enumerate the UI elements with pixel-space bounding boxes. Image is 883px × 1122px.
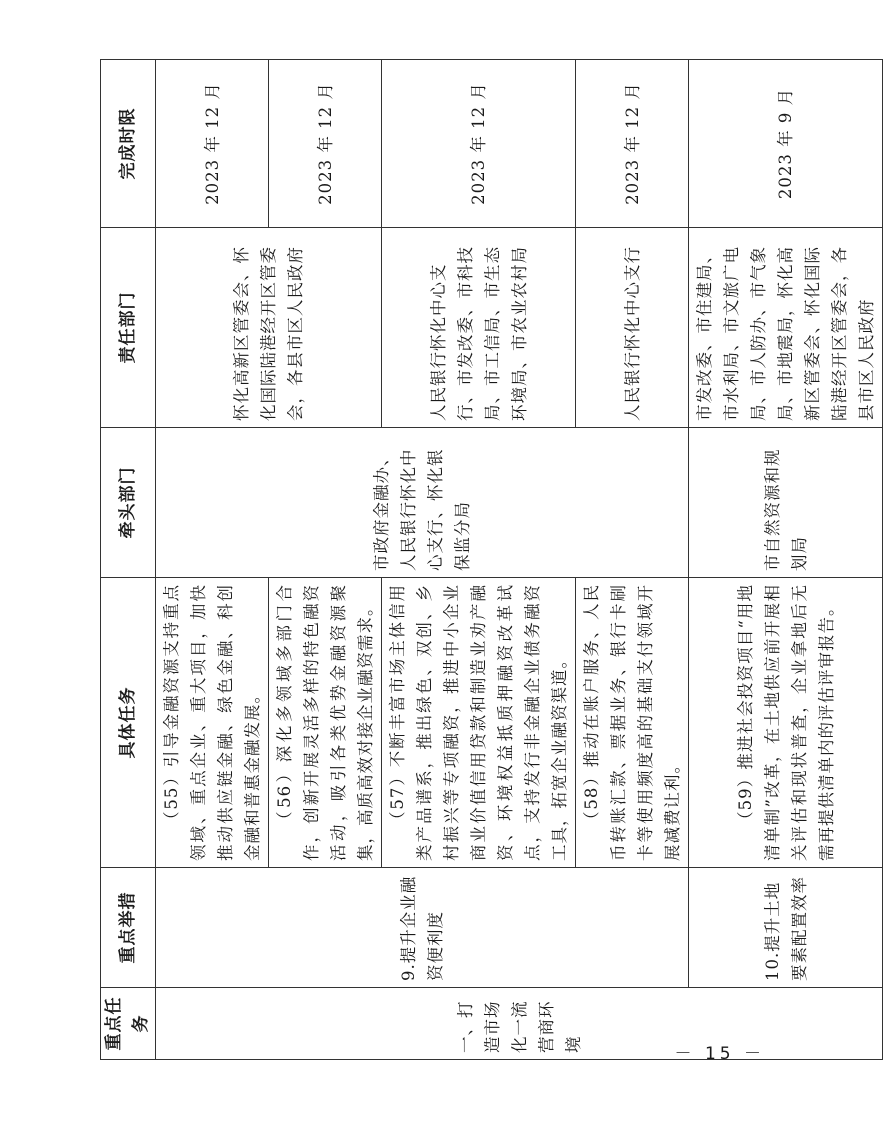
specific-task-cell xyxy=(689,578,883,868)
table-row xyxy=(689,60,883,1060)
key-task-cell: 一、打造市场化一流营商环境 xyxy=(156,988,883,1060)
header-key-task: 重点任务 xyxy=(101,988,156,1060)
specific-task-cell xyxy=(382,578,576,868)
responsible-department-cell: 市发改委、市住建局、市水利局、市文旅广电局、市人防办、市气象局、市地震局，怀化高新区管委会、怀化国际陆港经开区管委会，各县市区人民政府 xyxy=(689,228,883,428)
page-number: － 15 － xyxy=(674,1044,765,1064)
task-text: （56）深化多领域多部门合作，创新开展灵活多样的特色融资活动，吸引各类优势金融资源聚集，高质高效对接企业融资需求。 xyxy=(275,584,375,861)
responsible-department-cell: 人民银行怀化中心支行 xyxy=(576,228,689,428)
header-responsible-department: 责任部门 xyxy=(101,228,156,428)
task-table xyxy=(100,59,883,1060)
key-measure-cell: 9.提升企业融资便利度 xyxy=(156,868,689,988)
header-key-measure: 重点举措 xyxy=(101,868,156,988)
responsible-department-cell: 人民银行怀化中心支行、市发改委、市科技局、市工信局、市生态环境局、市农业农村局 xyxy=(382,228,576,428)
responsible-department-cell: 怀化高新区管委会、怀化国际陆港经开区管委会，各县市区人民政府 xyxy=(156,228,382,428)
deadline-cell: 2023 年 12 月 xyxy=(382,60,576,228)
lead-department-cell: 市政府金融办、人民银行怀化中心支行、怀化银保监分局 xyxy=(156,428,689,578)
task-text: （59）推进社会投资项目“用地清单制”改革，在土地供应前开展相关评估和现状普查，企业拿地后无需再提供清单内的评估评审报告。 xyxy=(735,584,836,861)
deadline-cell: 2023 年 9 月 xyxy=(689,60,883,228)
header-row xyxy=(101,60,156,1060)
specific-task-cell xyxy=(156,578,269,868)
specific-task-cell xyxy=(576,578,689,868)
key-measure-cell: 10.提升土地要素配置效率 xyxy=(689,868,883,988)
header-deadline: 完成时限 xyxy=(101,60,156,228)
deadline-cell: 2023 年 12 月 xyxy=(576,60,689,228)
header-lead-department: 牵头部门 xyxy=(101,428,156,578)
lead-department-cell: 市自然资源和规划局 xyxy=(689,428,883,578)
task-text: （57）不断丰富市场主体信用类产品谱系，推出绿色、双创、乡村振兴等专项融资，推进中小企业商业价值信用贷款和制造业劝产融资、环境权益抵质押融资改革试点，支持发行非金融企业债务融资工具，拓宽企业融资渠道。 xyxy=(388,584,569,861)
header-specific-task: 具体任务 xyxy=(101,578,156,868)
task-text: （55）引导金融资源支持重点领域、重点企业、重大项目，加快推动供应链金融、绿色金融、科创金融和普惠金融发展。 xyxy=(162,584,262,861)
table-row xyxy=(156,60,269,1060)
task-text: （58）推动在账户服务、人民币转账汇款、票据业务、银行卡刷卡等使用频度高的基础支付领域开展减费让利。 xyxy=(582,584,682,861)
landscape-table-container xyxy=(100,60,876,1060)
specific-task-cell xyxy=(269,578,382,868)
deadline-cell: 2023 年 12 月 xyxy=(269,60,382,228)
deadline-cell: 2023 年 12 月 xyxy=(156,60,269,228)
